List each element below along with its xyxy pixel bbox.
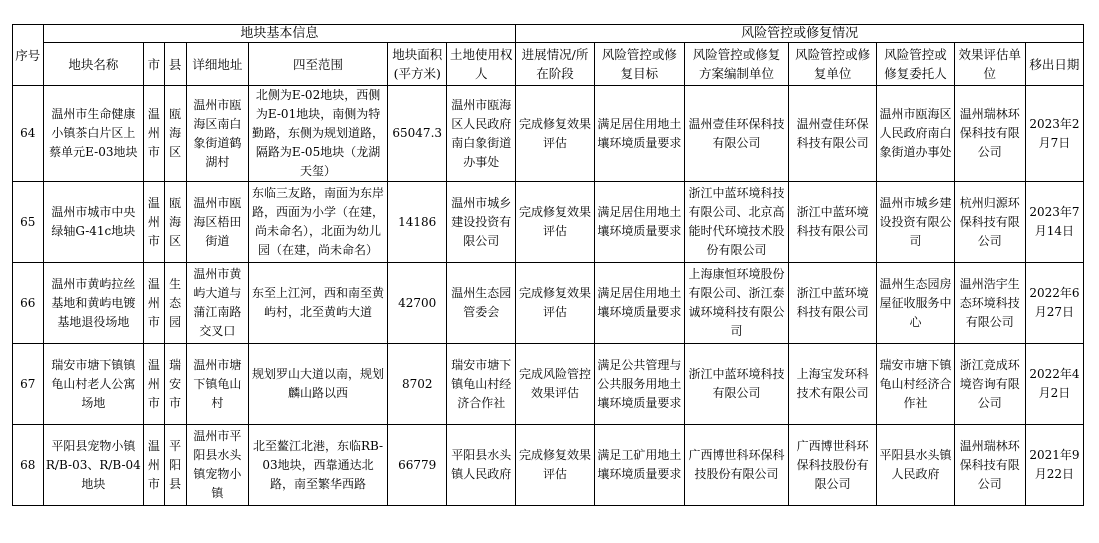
cell-eval-org: 杭州归源环保科技有限公司 [954, 182, 1025, 263]
cell-date: 2023年2月7日 [1025, 86, 1083, 182]
header-eval-org: 效果评估单位 [954, 43, 1025, 86]
cell-plan-org: 上海康恒环境股份有限公司、浙江泰诚环境科技有限公司 [685, 263, 789, 344]
cell-client: 瑞安市塘下镇龟山村经济合作社 [877, 344, 954, 425]
header-city: 市 [144, 43, 164, 86]
cell-owner: 温州生态园管委会 [447, 263, 516, 344]
cell-stage: 完成修复效果评估 [516, 182, 594, 263]
cell-date: 2022年4月2日 [1025, 344, 1083, 425]
header-owner: 土地使用权人 [447, 43, 516, 86]
cell-stage: 完成修复效果评估 [516, 263, 594, 344]
header-client: 风险管控或修复委托人 [877, 43, 954, 86]
cell-area: 65047.3 [388, 86, 447, 182]
cell-boundary: 东至上江河，西和南至黄屿村，北至黄屿大道 [248, 263, 387, 344]
cell-plan-org: 广西博世科环保科技股份有限公司 [685, 425, 789, 506]
header-stage: 进展情况/所在阶段 [516, 43, 594, 86]
cell-plan-org: 温州壹佳环保科技有限公司 [685, 86, 789, 182]
cell-client: 温州生态园房屋征收服务中心 [877, 263, 954, 344]
cell-area: 8702 [388, 344, 447, 425]
cell-goal: 满足公共管理与公共服务用地土壤环境质量要求 [594, 344, 685, 425]
table-row [13, 86, 1084, 182]
cell-boundary: 北至鳌江北港，东临RB-03地块，西靠通达北路，南至繁华西路 [248, 425, 387, 506]
cell-address: 温州市平阳县水头镇宠物小镇 [186, 425, 248, 506]
header-group-basic: 地块基本信息 [43, 25, 516, 43]
cell-seq: 68 [13, 425, 44, 506]
cell-impl-org: 温州壹佳环保科技有限公司 [788, 86, 876, 182]
cell-owner: 瑞安市塘下镇龟山村经济合作社 [447, 344, 516, 425]
cell-boundary: 规划罗山大道以南，规划麟山路以西 [248, 344, 387, 425]
cell-area: 14186 [388, 182, 447, 263]
cell-impl-org: 浙江中蓝环境科技有限公司 [788, 182, 876, 263]
header-impl-org: 风险管控或修复单位 [788, 43, 876, 86]
table-row [13, 425, 1084, 506]
cell-plan-org: 浙江中蓝环境科技有限公司 [685, 344, 789, 425]
header-date: 移出日期 [1025, 43, 1083, 86]
cell-goal: 满足居住用地土壤环境质量要求 [594, 182, 685, 263]
cell-eval-org: 温州瑞林环保科技有限公司 [954, 425, 1025, 506]
cell-date: 2021年9月22日 [1025, 425, 1083, 506]
cell-city: 温州市 [144, 182, 164, 263]
cell-county: 瓯海区 [164, 182, 186, 263]
cell-address: 温州市黄屿大道与蒲江南路交叉口 [186, 263, 248, 344]
cell-stage: 完成修复效果评估 [516, 86, 594, 182]
cell-owner: 平阳县水头镇人民政府 [447, 425, 516, 506]
cell-date: 2022年6月27日 [1025, 263, 1083, 344]
table-row [13, 182, 1084, 263]
cell-seq: 66 [13, 263, 44, 344]
cell-client: 温州市瓯海区人民政府南白象街道办事处 [877, 86, 954, 182]
cell-address: 温州市瓯海区南白象街道鹤湖村 [186, 86, 248, 182]
header-area: 地块面积(平方米) [388, 43, 447, 86]
cell-name: 温州市生命健康小镇茶白片区上蔡单元E-03地块 [43, 86, 144, 182]
cell-city: 温州市 [144, 344, 164, 425]
cell-name: 瑞安市塘下镇镇龟山村老人公寓场地 [43, 344, 144, 425]
cell-county: 生态园 [164, 263, 186, 344]
cell-name: 温州市城市中央绿轴G-41c地块 [43, 182, 144, 263]
cell-eval-org: 温州浩宇生态环境科技有限公司 [954, 263, 1025, 344]
cell-client: 平阳县水头镇人民政府 [877, 425, 954, 506]
cell-city: 温州市 [144, 425, 164, 506]
land-register-table [12, 24, 1084, 506]
cell-plan-org: 浙江中蓝环境科技有限公司、北京高能时代环境技术股份有限公司 [685, 182, 789, 263]
cell-area: 42700 [388, 263, 447, 344]
cell-stage: 完成修复效果评估 [516, 425, 594, 506]
header-row-columns [13, 43, 1084, 86]
cell-owner: 温州市瓯海区人民政府南白象街道办事处 [447, 86, 516, 182]
cell-goal: 满足工矿用地土壤环境质量要求 [594, 425, 685, 506]
table-row [13, 344, 1084, 425]
cell-impl-org: 广西博世科环保科技股份有限公司 [788, 425, 876, 506]
cell-address: 温州市塘下镇龟山村 [186, 344, 248, 425]
cell-seq: 64 [13, 86, 44, 182]
cell-area: 66779 [388, 425, 447, 506]
header-address: 详细地址 [186, 43, 248, 86]
cell-goal: 满足居住用地土壤环境质量要求 [594, 263, 685, 344]
cell-county: 平阳县 [164, 425, 186, 506]
header-goal: 风险管控或修复目标 [594, 43, 685, 86]
cell-impl-org: 浙江中蓝环境科技有限公司 [788, 263, 876, 344]
cell-client: 温州市城乡建设投资有限公司 [877, 182, 954, 263]
cell-goal: 满足居住用地土壤环境质量要求 [594, 86, 685, 182]
header-name: 地块名称 [43, 43, 144, 86]
cell-date: 2023年7月14日 [1025, 182, 1083, 263]
cell-county: 瓯海区 [164, 86, 186, 182]
cell-owner: 温州市城乡建设投资有限公司 [447, 182, 516, 263]
table-row [13, 263, 1084, 344]
header-group-risk: 风险管控或修复情况 [516, 25, 1084, 43]
cell-eval-org: 温州瑞林环保科技有限公司 [954, 86, 1025, 182]
cell-seq: 67 [13, 344, 44, 425]
header-boundary: 四至范围 [248, 43, 387, 86]
header-row-groups [13, 25, 1084, 43]
cell-address: 温州市瓯海区梧田街道 [186, 182, 248, 263]
header-county: 县 [164, 43, 186, 86]
cell-boundary: 东临三友路，南面为东岸路，西面为小学（在建，尚未命名），北面为幼儿园（在建，尚未命名） [248, 182, 387, 263]
cell-name: 平阳县宠物小镇R/B-03、R/B-04地块 [43, 425, 144, 506]
header-seq: 序号 [13, 25, 44, 86]
cell-impl-org: 上海宝发环科技术有限公司 [788, 344, 876, 425]
cell-name: 温州市黄屿拉丝基地和黄屿电镀基地退役场地 [43, 263, 144, 344]
header-plan-org: 风险管控或修复方案编制单位 [685, 43, 789, 86]
cell-seq: 65 [13, 182, 44, 263]
cell-boundary: 北侧为E-02地块，西侧为E-01地块，南侧为特勤路，东侧为规划道路，隔路为E-05地块（龙湖天玺） [248, 86, 387, 182]
cell-city: 温州市 [144, 263, 164, 344]
cell-stage: 完成风险管控效果评估 [516, 344, 594, 425]
cell-city: 温州市 [144, 86, 164, 182]
cell-eval-org: 浙江竞成环境咨询有限公司 [954, 344, 1025, 425]
cell-county: 瑞安市 [164, 344, 186, 425]
